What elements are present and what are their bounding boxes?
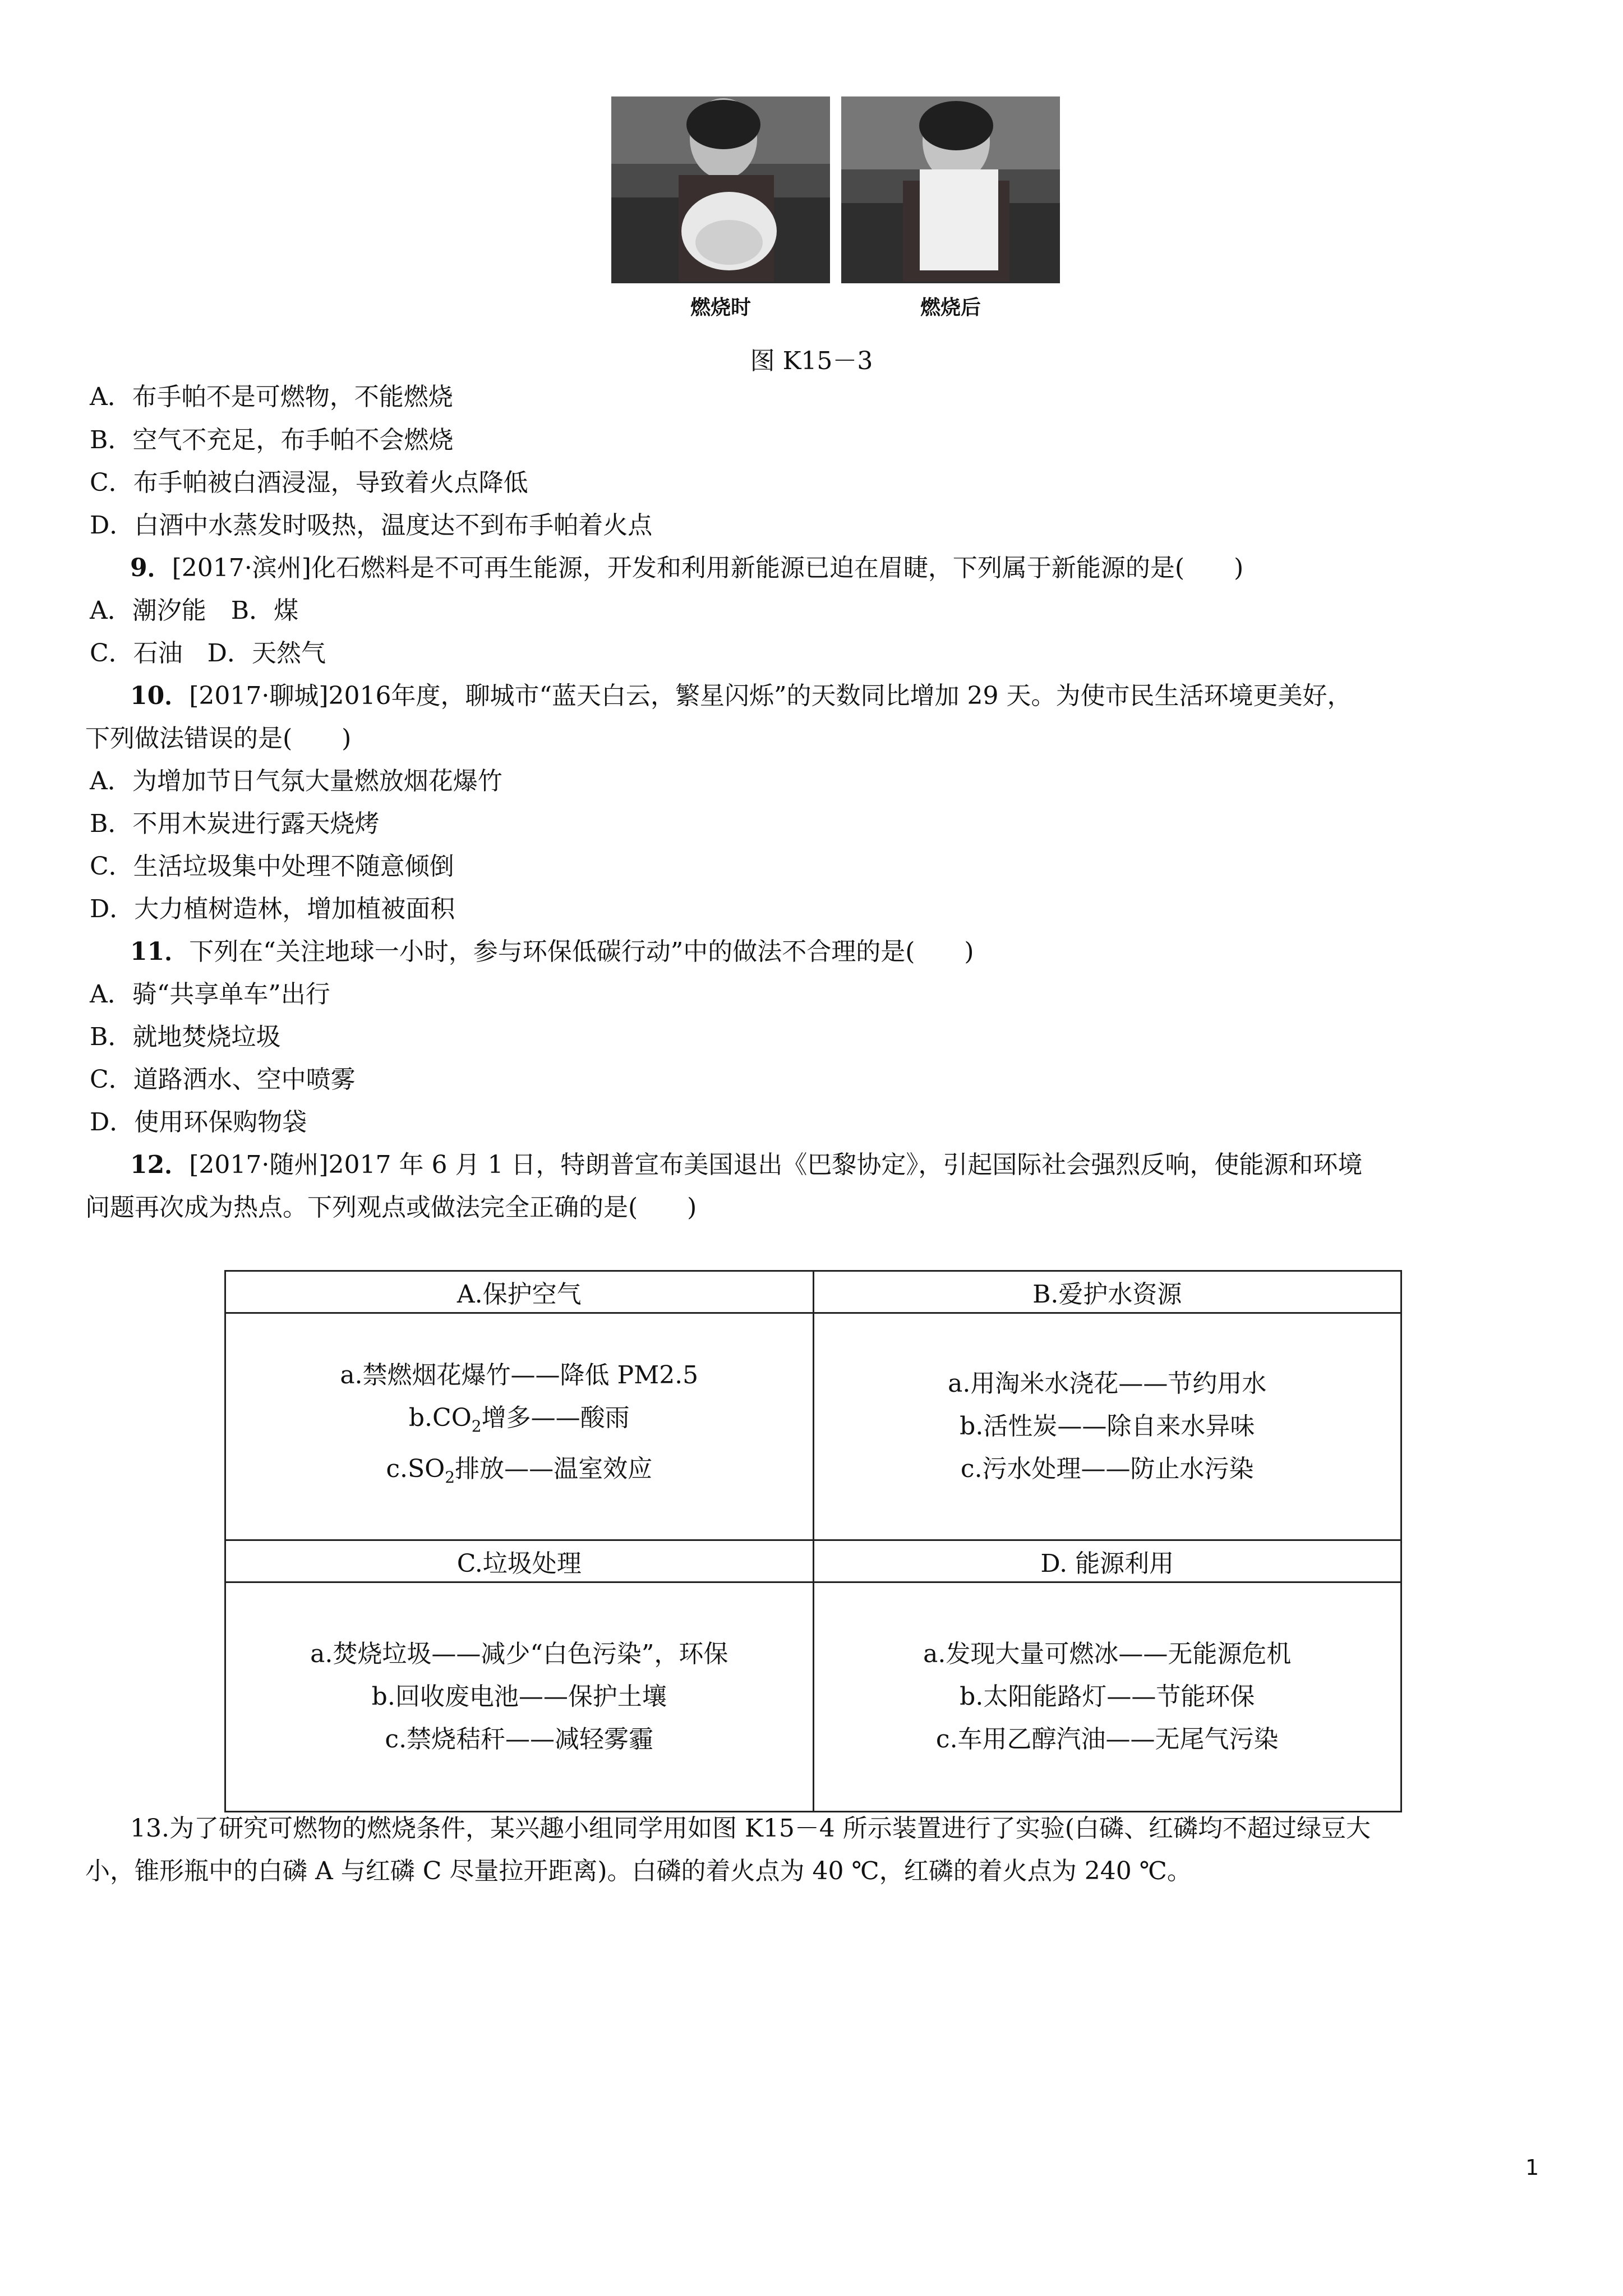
photo-after-burning xyxy=(841,96,1060,283)
q13-stem-cont: 小，锥形瓶中的白磷 A 与红磷 C 尽量拉开距离)。白磷的着火点为 40 ℃，红磷的着火点为 240 ℃。 xyxy=(85,1857,1192,1885)
table-c-line1: a.焚烧垃圾——减少“白色污染”，环保 xyxy=(310,1640,728,1668)
q11-option-c: C．道路洒水、空中喷雾 xyxy=(90,1065,356,1094)
q12-stem-cont: 问题再次成为热点。下列观点或做法完全正确的是( ) xyxy=(85,1193,697,1222)
q9-options-ab: A．潮汐能 B．煤 xyxy=(90,596,299,625)
table-cell-b xyxy=(813,1313,1401,1540)
q12-options-table xyxy=(224,1270,1402,1812)
q11-number: 11． xyxy=(130,937,190,966)
q9-stem xyxy=(130,551,1243,585)
q8-option-b: B．空气不充足，布手帕不会燃烧 xyxy=(90,426,454,454)
q11-stem xyxy=(130,935,974,969)
q13-stem xyxy=(130,1812,1371,1846)
q10-stem-cont: 下列做法错误的是( ) xyxy=(85,724,352,753)
table-b-line3: c.污水处理——防止水污染 xyxy=(960,1455,1254,1483)
q8-option-a: A．布手帕不是可燃物，不能燃烧 xyxy=(90,383,453,411)
table-cell-c xyxy=(225,1582,814,1812)
q9-text: [2017·滨州]化石燃料是不可再生能源，开发和利用新能源已迫在眉睫，下列属于新能源的是( ) xyxy=(172,554,1244,582)
table-c-line3: c.禁烧秸秆——减轻雾霾 xyxy=(385,1725,654,1754)
q10-option-b: B．不用木炭进行露天烧烤 xyxy=(90,809,380,838)
q13-text: 为了研究可燃物的燃烧条件，某兴趣小组同学用如图 K15－4 所示装置进行了实验(白磷、红磷均不超过绿豆大 xyxy=(169,1814,1371,1843)
q10-number: 10． xyxy=(130,682,190,710)
photo-caption-after: 燃烧后 xyxy=(920,296,981,319)
table-head-c: C.垃圾处理 xyxy=(225,1540,814,1582)
q12-stem xyxy=(130,1148,1362,1182)
q11-option-a: A．骑“共享单车”出行 xyxy=(90,980,330,1009)
q11-text: 下列在“关注地球一小时，参与环保低碳行动”中的做法不合理的是( ) xyxy=(189,937,974,966)
q10-option-c: C．生活垃圾集中处理不随意倾倒 xyxy=(90,852,454,881)
q11-option-d: D．使用环保购物袋 xyxy=(90,1108,307,1137)
q10-stem xyxy=(130,679,1352,713)
table-d-line1: a.发现大量可燃冰——无能源危机 xyxy=(923,1640,1292,1668)
table-head-d: D. 能源利用 xyxy=(813,1540,1401,1582)
table-d-line3: c.车用乙醇汽油——无尾气污染 xyxy=(935,1725,1279,1754)
table-a-line3: $c.SO_2$排放——温室效应 xyxy=(386,1455,653,1487)
q10-option-a: A．为增加节日气氛大量燃放烟花爆竹 xyxy=(90,767,502,795)
photo-caption-burning: 燃烧时 xyxy=(690,296,751,319)
table-d-line2: b.太阳能路灯——节能环保 xyxy=(960,1682,1255,1711)
q11-option-b: B．就地焚烧垃圾 xyxy=(90,1023,281,1051)
q8-option-d: D．白酒中水蒸发时吸热，温度达不到布手帕着火点 xyxy=(90,511,653,540)
q12-number: 12． xyxy=(130,1151,190,1179)
q9-number: 9． xyxy=(130,554,172,582)
q10-option-d: D．大力植树造林，增加植被面积 xyxy=(90,895,455,923)
figure-label: 图 K15－3 xyxy=(750,347,873,375)
table-b-line1: a.用淘米水浇花——节约用水 xyxy=(948,1369,1267,1398)
table-head-a: A.保护空气 xyxy=(225,1271,814,1313)
q13-number: 13. xyxy=(130,1814,169,1843)
table-cell-d xyxy=(813,1582,1401,1812)
photo-burning xyxy=(611,96,830,283)
table-a-line1: a.禁燃烟花爆竹——降低 PM2.5 xyxy=(340,1361,699,1390)
q10-text: [2017·聊城]2016年度，聊城市“蓝天白云，繁星闪烁”的天数同比增加 29 天。为使市民生活环境更美好， xyxy=(189,682,1352,710)
q9-options-cd: C．石油 D．天然气 xyxy=(90,639,326,668)
table-head-b: B.爱护水资源 xyxy=(813,1271,1401,1313)
table-a-line2: $b.CO_2$增多——酸雨 xyxy=(408,1404,630,1435)
table-cell-a xyxy=(225,1313,814,1540)
q12-text: [2017·随州]2017 年 6 月 1 日，特朗普宣布美国退出《巴黎协定》，引起国际社会强烈反响，使能源和环境 xyxy=(189,1151,1363,1179)
table-c-line2: b.回收废电池——保护土壤 xyxy=(371,1682,667,1711)
page-number: 1 xyxy=(1525,2155,1539,2180)
q8-option-c: C．布手帕被白酒浸湿，导致着火点降低 xyxy=(90,468,528,497)
table-b-line2: b.活性炭——除自来水异味 xyxy=(960,1412,1255,1441)
